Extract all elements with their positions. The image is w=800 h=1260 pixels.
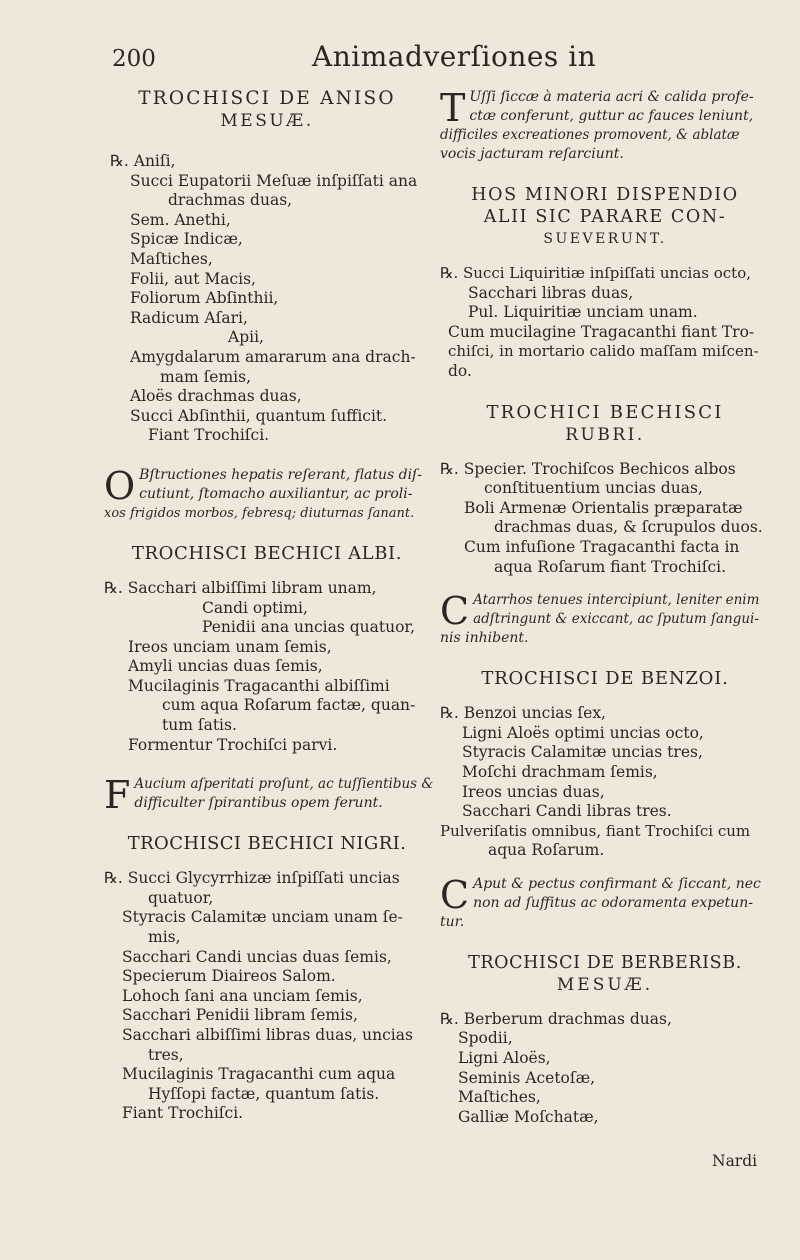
recipe-line: Seminis Acetoſæ, bbox=[458, 1068, 596, 1087]
recipe-line: ℞. Succi Glycyrrhizæ inſpiſſati uncias bbox=[104, 869, 400, 888]
recipe-line: Ireos uncias duas, bbox=[462, 782, 605, 801]
recipe-line: Ireos unciam unam ſemis, bbox=[128, 637, 332, 656]
recipe-line: Succi Abſinthii, quantum ſufficit. bbox=[130, 406, 388, 425]
title-line: TROCHISCI DE ANISO bbox=[138, 88, 396, 109]
recipe-line: Mucilaginis Tragacanthi albiſſimi bbox=[128, 676, 390, 695]
recipe-line: Fiant Trochiſci. bbox=[122, 1104, 244, 1123]
section-title-bechici-albi bbox=[104, 543, 430, 565]
note-line: Atarrhos tenues intercipiunt, leniter enim bbox=[473, 592, 760, 609]
note-line: Bſtructiones hepatis reſerant, flatus diſ- bbox=[139, 466, 422, 483]
recipe-line: Sacchari Candi libras tres. bbox=[462, 802, 672, 821]
title-line: TROCHICI BECHISCI bbox=[486, 401, 724, 423]
recipe-line: Ligni Aloës optimi uncias octo, bbox=[462, 723, 704, 742]
recipe-line: Fiant Trochiſci. bbox=[148, 426, 270, 445]
title-line: TROCHISCI DE BENZOI. bbox=[481, 668, 729, 690]
recipe-line: Sacchari libras duas, bbox=[468, 283, 634, 302]
initial-letter: F bbox=[104, 773, 131, 818]
title-line: TROCHISCI DE BERBERISB. bbox=[468, 952, 742, 973]
recipe-line: ℞. Benzoi uncias ſex, bbox=[440, 704, 606, 723]
recipe-line: Cum mucilagine Tragacanthi fiant Tro- bbox=[448, 322, 755, 341]
recipe-line: Radicum Aſari, bbox=[130, 308, 248, 327]
recipe-line: mis, bbox=[148, 928, 181, 947]
section-title-hos-minori bbox=[440, 184, 770, 250]
recipe-line: drachmas duas, bbox=[168, 191, 293, 210]
recipe-line: Ligni Aloës, bbox=[458, 1049, 551, 1068]
recipe-rubri bbox=[440, 460, 770, 578]
recipe-line: Hyſſopi factæ, quantum ſatis. bbox=[148, 1084, 380, 1103]
page-number: 200 bbox=[112, 46, 156, 72]
note-rubri bbox=[440, 591, 770, 648]
catchword: Nardi bbox=[712, 1152, 758, 1170]
recipe-benzoi bbox=[440, 704, 770, 861]
note-benzoi bbox=[440, 872, 770, 932]
recipe-line: Candi optimi, bbox=[202, 598, 308, 617]
recipe-line: Succi Eupatorii Meſuæ inſpiſſati ana bbox=[130, 171, 418, 190]
note-line: adſtringunt & exiccant, ac ſputum ſangui- bbox=[473, 611, 759, 628]
running-title: Animadverſiones in bbox=[312, 40, 597, 73]
initial-letter: T bbox=[440, 86, 466, 130]
left-column bbox=[104, 88, 434, 1124]
recipe-aniso bbox=[104, 152, 430, 446]
note-aniso bbox=[104, 463, 430, 523]
recipe-line: ℞. Succi Liquiritiæ inſpiſſati uncias octo, bbox=[440, 264, 752, 282]
recipe-line: tum ſatis. bbox=[162, 716, 237, 735]
title-line: ALII SIC PARARE CON- bbox=[483, 207, 727, 227]
title-line: TROCHISCI BECHICI ALBI. bbox=[131, 542, 403, 564]
note-line: ctæ conferunt, guttur ac fauces leniunt, bbox=[469, 108, 754, 124]
recipe-berberis bbox=[440, 1010, 770, 1128]
title-line: HOS MINORI DISPENDIO bbox=[471, 185, 739, 205]
section-title-benzoi bbox=[440, 668, 770, 690]
section-title-bechici-nigri bbox=[104, 833, 430, 855]
recipe-line: Cum infuſione Tragacanthi facta in bbox=[464, 537, 740, 556]
recipe-line: cum aqua Roſarum factæ, quan- bbox=[162, 696, 416, 715]
recipe-line: Pulveriſatis omnibus, fiant Trochiſci cum bbox=[440, 821, 751, 840]
title-line: MESUÆ. bbox=[220, 111, 314, 131]
note-line: Aucium aſperitati proſunt, ac tuſſientibus & bbox=[134, 776, 434, 793]
recipe-line: chiſci, in mortario calido maſſam miſcen- bbox=[448, 342, 759, 361]
title-line: TROCHISCI BECHICI NIGRI. bbox=[127, 833, 407, 855]
note-line: difficiles excreationes promovent, & ablatæ bbox=[440, 127, 740, 143]
recipe-line: Sem. Anethi, bbox=[130, 210, 231, 229]
recipe-line: Spicæ Indicæ, bbox=[130, 230, 243, 249]
recipe-line: Spodii, bbox=[458, 1029, 513, 1048]
recipe-line: Pul. Liquiritiæ unciam unam. bbox=[468, 303, 698, 322]
recipe-line: Moſchi drachmam ſemis, bbox=[462, 762, 658, 781]
recipe-line: Sacchari albiſſimi libras duas, uncias bbox=[122, 1026, 413, 1044]
note-line: tur. bbox=[440, 913, 465, 930]
note-line: vocis jacturam reſarciunt. bbox=[440, 146, 624, 162]
note-line: xos frigidos morbos, febresq; diuturnas ſanant. bbox=[104, 505, 415, 521]
recipe-line: Lohoch ſani ana unciam ſemis, bbox=[122, 986, 363, 1005]
recipe-line: conſtituentium uncias duas, bbox=[484, 479, 703, 498]
recipe-line: Maſtiches, bbox=[458, 1088, 541, 1107]
recipe-line: Sacchari Penidii libram ſemis, bbox=[122, 1006, 358, 1025]
recipe-line: Mucilaginis Tragacanthi cum aqua bbox=[122, 1065, 396, 1084]
recipe-hos-minori bbox=[440, 264, 770, 382]
recipe-line: Maſtiches, bbox=[130, 249, 213, 268]
page-header bbox=[112, 40, 652, 80]
initial-letter: C bbox=[440, 589, 470, 634]
recipe-line: do. bbox=[448, 361, 472, 380]
note-line: nis inhibent. bbox=[440, 630, 529, 647]
recipe-line: Specierum Diaireos Salom. bbox=[122, 967, 336, 986]
note-line: difficulter ſpirantibus opem ferunt. bbox=[134, 795, 383, 812]
recipe-line: Foliorum Abſinthii, bbox=[130, 289, 279, 308]
recipe-line: Penidii ana uncias quatuor, bbox=[202, 618, 416, 637]
recipe-line: Amygdalarum amararum ana drach- bbox=[130, 347, 416, 366]
recipe-line: Styracis Calamitæ uncias tres, bbox=[462, 743, 703, 762]
recipe-line: Boli Armenæ Orientalis præparatæ bbox=[464, 498, 743, 517]
recipe-bechici-albi bbox=[104, 579, 430, 755]
recipe-line: ℞. Specier. Trochiſcos Bechicos albos bbox=[440, 459, 736, 478]
title-line: RUBRI. bbox=[565, 424, 645, 445]
recipe-line: drachmas duas, & ſcrupulos duos. bbox=[494, 518, 763, 537]
section-title-aniso bbox=[104, 88, 430, 132]
right-column bbox=[440, 88, 770, 1127]
recipe-line: ℞. Sacchari albiſſimi libram unam, bbox=[104, 578, 377, 597]
note-line: cutiunt, ſtomacho auxiliantur, ac proli- bbox=[139, 485, 413, 502]
title-line: SUEVERUNT. bbox=[543, 231, 667, 247]
initial-letter: C bbox=[440, 872, 470, 917]
recipe-line: Styracis Calamitæ unciam unam ſe- bbox=[122, 908, 403, 927]
note-bechici-nigri bbox=[440, 88, 770, 164]
recipe-line: mam ſemis, bbox=[160, 367, 252, 386]
recipe-line: aqua Roſarum. bbox=[488, 841, 605, 860]
note-line: Uſſi ſiccæ à materia acri & calida profe- bbox=[469, 89, 754, 105]
note-line: Aput & pectus confirmant & ſiccant, nec bbox=[473, 875, 761, 892]
title-line: MESUÆ. bbox=[556, 974, 654, 995]
recipe-line: aqua Roſarum fiant Trochiſci. bbox=[494, 557, 727, 576]
recipe-line: Galliæ Moſchatæ, bbox=[458, 1107, 599, 1126]
recipe-line: Amyli uncias duas ſemis, bbox=[128, 657, 323, 676]
recipe-line: Apii, bbox=[228, 328, 264, 347]
recipe-bechici-nigri bbox=[104, 869, 430, 1124]
recipe-line: Aloës drachmas duas, bbox=[130, 387, 302, 406]
note-bechici-albi bbox=[104, 773, 434, 818]
recipe-line: Formentur Trochiſci parvi. bbox=[128, 735, 338, 754]
recipe-line: quatuor, bbox=[148, 888, 214, 907]
section-title-berberis bbox=[440, 952, 770, 996]
recipe-line: Folii, aut Macis, bbox=[130, 269, 256, 288]
recipe-line: ℞. Berberum drachmas duas, bbox=[440, 1009, 672, 1028]
recipe-line: ℞. Aniſi, bbox=[110, 152, 176, 170]
note-line: non ad ſuffitus ac odoramenta expetun- bbox=[473, 894, 753, 911]
recipe-line: Sacchari Candi uncias duas ſemis, bbox=[122, 947, 392, 966]
section-title-rubri bbox=[440, 402, 770, 446]
recipe-line: tres, bbox=[148, 1045, 184, 1064]
initial-letter: O bbox=[104, 463, 136, 508]
